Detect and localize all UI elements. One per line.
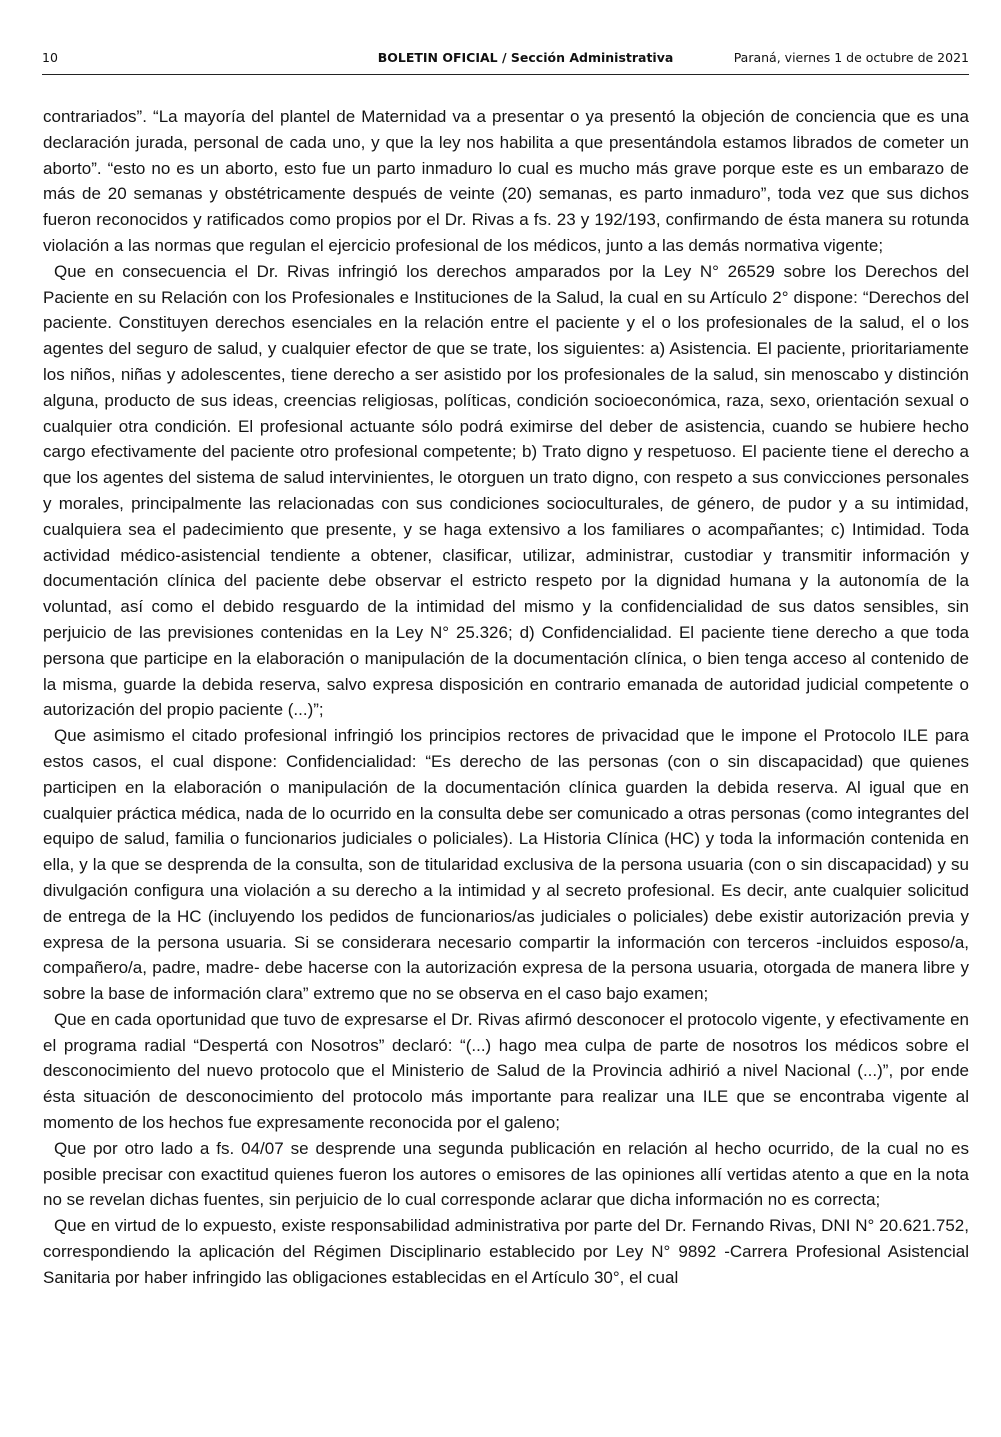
header-divider <box>42 74 969 75</box>
paragraph-4: Que en cada oportunidad que tuvo de expresarse el Dr. Rivas afirmó desconocer el protocolo vigente, y efectivamente en el programa radial “Despertá con Nosotros” declaró: “(...) hago mea culpa de parte de nosotros los médicos sobre el desconocimiento del nuevo protocolo que el Ministerio de Salud de la Provincia adhirió a nivel Nacional (...)”, por ende ésta situación de desconocimiento del protocolo más importante para realizar una ILE que se encontraba vigente al momento de los hechos fue expresamente reconocida por el galeno; <box>43 1009 969 1133</box>
document-body <box>43 104 969 1291</box>
page-header <box>42 50 969 70</box>
page-number: 10 <box>42 50 58 65</box>
publication-title: BOLETIN OFICIAL / Sección Administrativa <box>377 50 674 65</box>
paragraph-1: contrariados”. “La mayoría del plantel de Maternidad va a presentar o ya presentó la objeción de conciencia que es una declaración jurada, personal de cada uno, y que la ley nos habilita a que presentándola estamos librados de cometer un aborto”. “esto no es un aborto, esto fue un parto inmaduro lo cual es mucho más grave porque este es un embarazo de más de 20 semanas y obstétricamente después de veinte (20) semanas, es parto inmaduro”, toda vez que sus dichos fueron reconocidos y ratificados como propios por el Dr. Rivas a fs. 23 y 192/193, confirmando de ésta manera su rotunda violación a las normas que regulan el ejercicio profesional de los médicos, junto a las demás normativa vigente; <box>43 107 969 255</box>
paragraph-3: Que asimismo el citado profesional infringió los principios rectores de privacidad que le impone el Protocolo ILE para estos casos, el cual dispone: Confidencialidad: “Es derecho de las personas (con o sin discapacidad) que quienes participen en la elaboración o manipulación de la documentación clínica guarden la debida reserva. Al igual que en cualquier práctica médica, nada de lo ocurrido en la consulta debe ser comunicado a otras personas (como integrantes del equipo de salud, familia o funcionarios judiciales o policiales). La Historia Clínica (HC) y toda la información contenida en ella, y la que se desprenda de la consulta, son de titularidad exclusiva de la persona usuaria (con o sin discapacidad) y su divulgación configura una violación a su derecho a la intimidad y al secreto profesional. Es decir, ante cualquier solicitud de entrega de la HC (incluyendo los pedidos de funcionarios/as judiciales o policiales) debe existir autorización previa y expresa de la persona usuaria. Si se considerara necesario compartir la información con terceros -incluidos esposo/a, compañero/a, padre, madre- debe hacerse con la autorización expresa de la persona usuaria, otorgada de manera libre y sobre la base de información clara” extremo que no se observa en el caso bajo examen; <box>43 726 969 1004</box>
paragraph-5: Que por otro lado a fs. 04/07 se desprende una segunda publicación en relación al hecho ocurrido, de la cual no es posible precisar con exactitud quienes fueron los autores o emisores de las opiniones allí vertidas atento a que en la nota no se revelan dichas fuentes, sin perjuicio de lo cual corresponde aclarar que dicha información no es correcta; <box>43 1138 969 1210</box>
publication-date: Paraná, viernes 1 de octubre de 2021 <box>733 50 969 65</box>
paragraph-2: Que en consecuencia el Dr. Rivas infringió los derechos amparados por la Ley N° 26529 sobre los Derechos del Paciente en su Relación con los Profesionales e Instituciones de la Salud, la cual en su Artículo 2° dispone: “Derechos del paciente. Constituyen derechos esenciales en la relación entre el paciente y el o los profesionales de la salud, el o los agentes del seguro de salud, y cualquier efector de que se trate, los siguientes: a) Asistencia. El paciente, prioritariamente los niños, niñas y adolescentes, tiene derecho a ser asistido por los profesionales de la salud, sin menoscabo y distinción alguna, producto de sus ideas, creencias religiosas, políticas, condición socioeconómica, raza, sexo, orientación sexual o cualquier otra condición. El profesional actuante sólo podrá eximirse del deber de asistencia, cuando se hubiere hecho cargo efectivamente del paciente otro profesional competente; b) Trato digno y respetuoso. El paciente tiene el derecho a que los agentes del sistema de salud intervinientes, le otorguen un trato digno, con respeto a sus convicciones personales y morales, principalmente las relacionadas con sus condiciones socioculturales, de género, de pudor y a su intimidad, cualquiera sea el padecimiento que presente, y se haga extensivo a los familiares o acompañantes; c) Intimidad. Toda actividad médico-asistencial tendiente a obtener, clasificar, utilizar, administrar, custodiar y transmitir información y documentación clínica del paciente debe observar el estricto respeto por la dignidad humana y la autonomía de la voluntad, así como el debido resguardo de la intimidad del mismo y la confidencialidad de sus datos sensibles, sin perjuicio de las previsiones contenidas en la Ley N° 25.326; d) Confidencialidad. El paciente tiene derecho a que toda persona que participe en la elaboración o manipulación de la documentación clínica, o bien tenga acceso al contenido de la misma, guarde la debida reserva, salvo expresa disposición en contrario emanada de autoridad judicial competente o autorización del propio paciente (...)”; <box>43 261 969 720</box>
paragraph-6: Que en virtud de lo expuesto, existe responsabilidad administrativa por parte del Dr. Fernando Rivas, DNI N° 20.621.752, correspondiendo la aplicación del Régimen Disciplinario establecido por Ley N° 9892 -Carrera Profesional Asistencial Sanitaria por haber infringido las obligaciones establecidas en el Artículo 30°, el cual <box>43 1216 969 1287</box>
